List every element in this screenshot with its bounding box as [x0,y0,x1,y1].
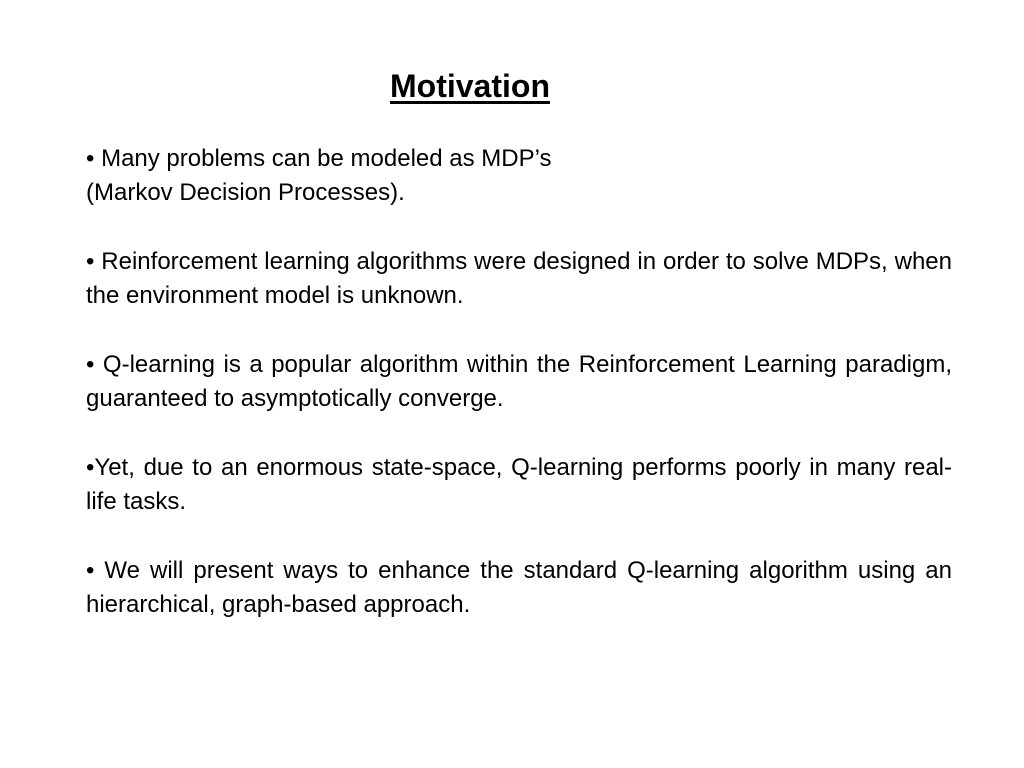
bullet-mdp-line-2: (Markov Decision Processes). [86,179,405,206]
bullet-state-space: •Yet, due to an enormous state-space, Q-learning performs poorly in many real-life tasks. [86,454,952,515]
bullet-mdp-line-1: • Many problems can be modeled as MDP’s [86,145,552,172]
bullet-mdp [86,142,952,210]
bullet-list [86,142,952,657]
bullet-hierarchical-approach: • We will present ways to enhance the standard Q-learning algorithm using an hierarchical, graph-based approach. [86,557,952,618]
bullet-q-learning: • Q-learning is a popular algorithm within the Reinforcement Learning paradigm, guaranteed to asymptotically converge. [86,351,952,412]
slide-title: Motivation [390,68,550,104]
bullet-reinforcement-learning: • Reinforcement learning algorithms were designed in order to solve MDPs, when the environment model is unknown. [86,248,952,309]
